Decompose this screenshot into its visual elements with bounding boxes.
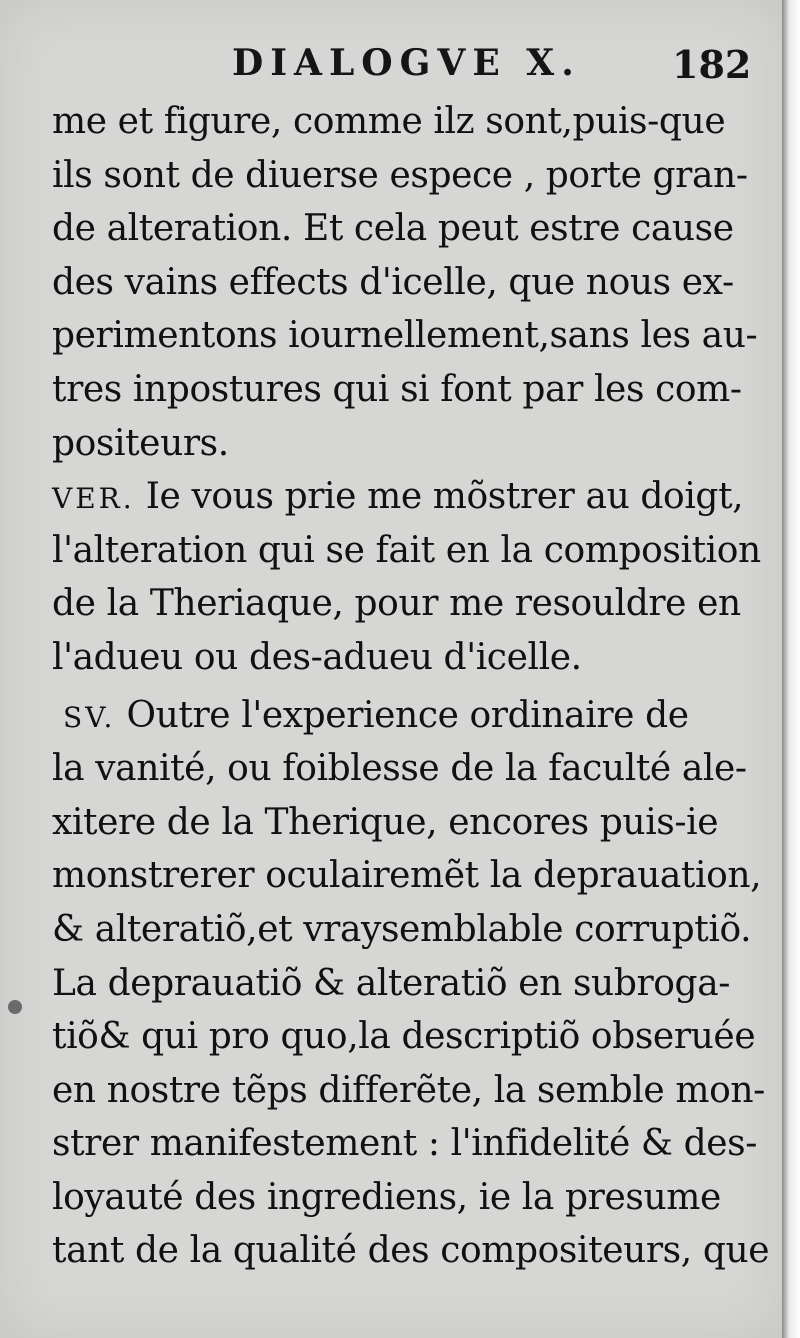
running-head: DIALOGVE X. (232, 42, 581, 84)
speaker-label: VER. (52, 482, 135, 516)
text-line: l'alteration qui se fait en la composition (52, 529, 761, 571)
speaker-label: SV. (63, 700, 116, 734)
text-line: & alteratiõ,et vraysemblable corruptiõ. (52, 908, 752, 950)
text-line: l'adueu ou des-adueu d'icelle. (52, 636, 582, 678)
text-line: tres inpostures qui si font par les com- (52, 368, 742, 410)
page-header (0, 42, 782, 92)
text-line: tiõ& qui pro quo,la descriptiõ obseruée (52, 1016, 756, 1058)
text-line: SV. Outre l'experience ordinaire de (63, 694, 689, 736)
text-line: perimentons iournellement,sans les au- (52, 315, 758, 357)
ink-spot (8, 1000, 22, 1014)
text-line: en nostre tẽps differẽte, la semble mon- (52, 1069, 765, 1111)
text-line: de alteration. Et cela peut estre cause (52, 208, 734, 250)
text-line: monstrerer oculairemẽt la deprauation, (52, 855, 762, 897)
text-line: loyauté des ingrediens, ie la presume (52, 1176, 721, 1218)
text-line: xitere de la Therique, encores puis-ie (52, 801, 719, 843)
text-line: ils sont de diuerse espece , porte gran- (52, 154, 748, 196)
text-line: la vanité, ou foiblesse de la faculté ale- (52, 748, 747, 790)
text-line: VER. Ie vous prie me mõstrer au doigt, (52, 476, 744, 518)
text-line: strer manifestement : l'infidelité & des- (52, 1123, 758, 1165)
page-number: 182 (672, 42, 752, 87)
page-edge (782, 0, 800, 1338)
text-line: me et figure, comme ilz sont,puis-que (52, 101, 726, 142)
text-line: La deprauatiõ & alteratiõ en subroga- (52, 962, 731, 1004)
text-line: tant de la qualité des compositeurs, que (52, 1230, 770, 1272)
body-text (52, 95, 770, 1278)
text-line: de la Theriaque, pour me resouldre en (52, 583, 741, 625)
text-line: positeurs. (52, 422, 229, 464)
text-line: des vains effects d'icelle, que nous ex- (52, 261, 734, 303)
